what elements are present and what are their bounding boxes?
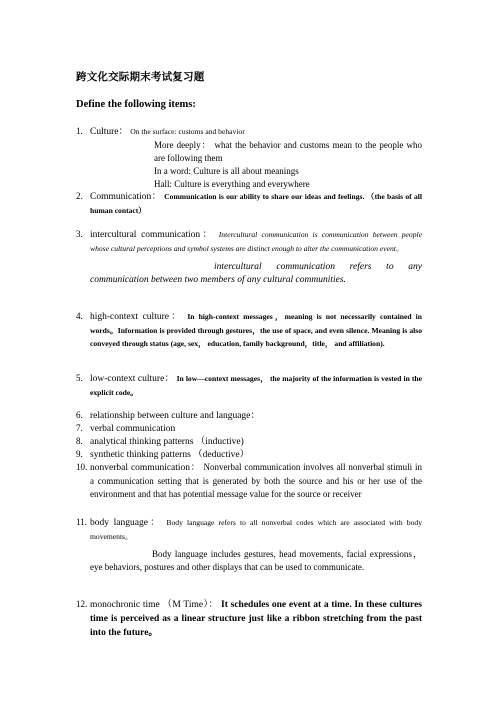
item-term: verbal communication xyxy=(90,424,176,434)
item-term: low-context culture： xyxy=(90,374,175,384)
list-item-verbal-communication xyxy=(76,422,422,436)
list-item-synthetic-thinking xyxy=(76,448,422,462)
item-number: 8. xyxy=(76,436,83,446)
item-definition-more: More deeply： what the behavior and customs mean to the people who are following them xyxy=(154,140,422,163)
item-number: 7. xyxy=(76,423,83,433)
list-item-low-context xyxy=(76,372,422,399)
list-item-culture-language xyxy=(76,409,422,423)
item-definition: Nonverbal communication involves all nonverbal stimuli in a communication setting that is generated by both the source and his or her use of the environment and that has potential message value for the source or receiver xyxy=(90,462,422,499)
item-definition: On the surface: customs and behavior xyxy=(130,127,245,136)
page-title: 跨文化交际期末考试复习题 xyxy=(76,71,205,83)
item-number: 9. xyxy=(76,449,83,459)
item-definition: In high-context messages，meaning is not necessarily contained in words。Information is provided through gestures，the use of space, and even silence. Meaning is also conveyed through status (age, sex， education, family background，title， and affiliation). xyxy=(90,312,423,348)
list-item-communication xyxy=(76,190,422,217)
item-term: synthetic thinking patterns （deductive） xyxy=(90,450,250,460)
list-item-body-language xyxy=(76,516,422,574)
list-item-analytical-thinking xyxy=(76,435,422,449)
item-number: 2. xyxy=(76,191,83,201)
item-term: Culture： xyxy=(90,127,128,137)
item-number: 5. xyxy=(76,373,83,383)
item-definition: Intercultural communication is communication between people whose cultural perceptions and symbol systems are distinct enough to alter the communication event。 xyxy=(90,230,422,253)
item-definition: In low—context messages， the majority of the information is vested in the explicit code。 xyxy=(90,374,422,397)
item-number: 12. xyxy=(76,599,88,609)
item-definition: Body language refers to all nonverbal codes which are associated with body movements。 xyxy=(90,518,423,541)
list-item-nonverbal-communication xyxy=(76,461,422,501)
list-item-high-context xyxy=(76,310,422,350)
list-item-monochronic-time xyxy=(76,598,422,640)
item-definition: It schedules one event at a time. In these cultures time is perceived as a linear structure just like a ribbon stretching from the past into the future。 xyxy=(90,600,422,638)
list-item-intercultural-communication xyxy=(76,228,422,287)
item-number: 4. xyxy=(76,311,83,321)
item-number: 3. xyxy=(76,229,83,239)
item-number: 1. xyxy=(76,126,83,136)
item-definition-2: Body language includes gestures, head movements, facial expressions， eye behaviors, postures and other displays that can be used to communicate. xyxy=(90,549,422,572)
item-term: nonverbal communication： xyxy=(90,463,201,473)
item-term: intercultural communication： xyxy=(90,230,215,240)
item-term: body language： xyxy=(90,518,162,528)
list-item-culture xyxy=(76,125,422,191)
section-heading: Define the following items: xyxy=(76,99,196,110)
item-definition-hall: Hall: Culture is everything and everywhere xyxy=(154,179,310,189)
item-definition-summary: In a word: Culture is all about meanings xyxy=(154,166,299,176)
item-term: analytical thinking patterns （inductive) xyxy=(90,437,244,447)
item-term: high-context culture： xyxy=(90,312,183,322)
item-definition: Communication is our ability to share our ideas and feelings. （the basis of all human contact） xyxy=(90,192,423,215)
item-number: 11. xyxy=(76,517,87,527)
item-term: relationship between culture and language： xyxy=(90,411,260,421)
item-definition-2: intercultural communication refers to any communication between two members of any cultural communities. xyxy=(90,262,422,285)
item-term: monochronic time （M Time）： xyxy=(90,600,219,610)
item-term: Communication： xyxy=(90,192,162,202)
item-number: 6. xyxy=(76,410,83,420)
item-number: 10. xyxy=(76,462,88,472)
